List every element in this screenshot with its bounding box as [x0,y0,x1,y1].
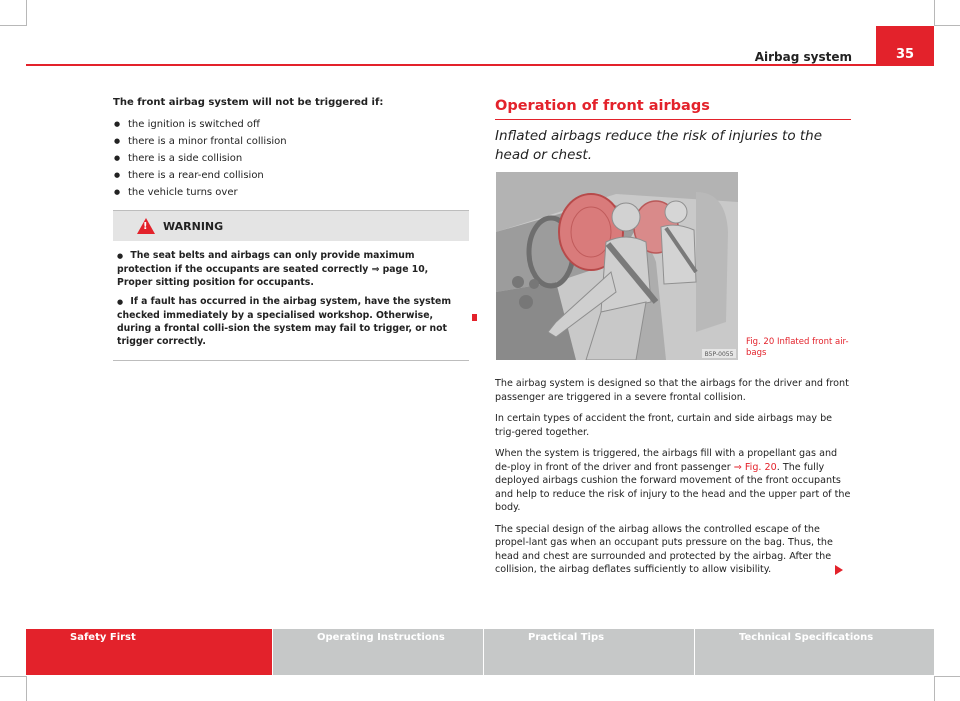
paragraph [495,447,855,515]
header-rule [26,64,934,66]
list-item: ● the ignition is switched off [113,116,469,133]
footer-tab-operating-instructions[interactable]: Operating Instructions [272,629,483,675]
footer-tab-technical-specifications[interactable]: Technical Specifications [694,629,934,675]
warning-icon: ! [137,218,155,234]
paragraph: In certain types of accident the front, curtain and side airbags may be trig-gered together. [495,413,833,438]
warning-header [113,210,469,241]
paragraph-text: When the system is triggered, the airbags fill with a propellant gas and de-ploy in front of the driver and front passenger [495,448,838,473]
figure-code: B5P-0055 [704,351,734,358]
crop-mark [934,0,935,26]
crop-mark [934,25,960,26]
airbag-figure [496,172,738,360]
crop-mark [0,25,26,26]
footer-tab-safety-first[interactable]: Safety First [26,629,272,675]
crop-mark [26,0,27,26]
left-column [113,97,469,201]
running-header-title: Airbag system [754,50,852,64]
paragraph-text: . The fully deployed airbags cushion the forward movement of the front occupants and help to reduce the risk of injury to the head and the upper part of the body. [495,461,851,513]
list-item: ● there is a side collision [113,150,469,167]
section-rule [495,119,851,120]
section-title: Operation of front airbags [495,98,710,114]
list-item: ● there is a rear-end collision [113,167,469,184]
warning-title: WARNING [163,219,224,233]
section-end-marker [472,314,477,321]
crop-mark [934,676,960,677]
paragraph: The airbag system is designed so that the airbags for the driver and front passenger are triggered in a severe frontal collision. [495,378,849,403]
bullet-list [113,116,469,201]
intro-text: The front airbag system will not be triggered if: [113,97,384,108]
list-item: ● the vehicle turns over [113,184,469,201]
continued-arrow-icon [835,565,843,575]
warning-body [113,241,469,361]
warning-item: ● The seat belts and airbags can only provide maximum protection if the occupants are seated correctly ⇒ page 10, Proper sitting position for occupants. [117,249,465,289]
list-item: ● there is a minor frontal collision [113,133,469,150]
crop-mark [26,676,27,701]
page-number: 35 [876,26,934,66]
paragraph: The special design of the airbag allows the controlled escape of the propel-lant gas when an occupant puts pressure on the bag. Thus, the head and chest are surrounded and protected by the airbag. After the collision, the airbag deflates sufficiently to allow visibility. [495,523,833,575]
warning-item: ● If a fault has occurred in the airbag system, have the system checked immediately by a specialised workshop. Otherwise, during a frontal colli-sion the system may fail to trigger, or not trigger correctly. [117,295,465,348]
figure-caption: Fig. 20 Inflated front air-bags [746,337,849,358]
section-subtitle: Inflated airbags reduce the risk of injuries to the head or chest. [495,128,823,163]
footer-tab-practical-tips[interactable]: Practical Tips [483,629,694,675]
body-text [495,377,855,585]
warning-box [113,210,469,361]
crop-mark [934,676,935,701]
footer-nav [26,629,934,675]
crop-mark [0,676,26,677]
airbag-illustration [496,172,738,360]
figure-reference-link[interactable]: ⇒ Fig. 20 [733,461,777,473]
